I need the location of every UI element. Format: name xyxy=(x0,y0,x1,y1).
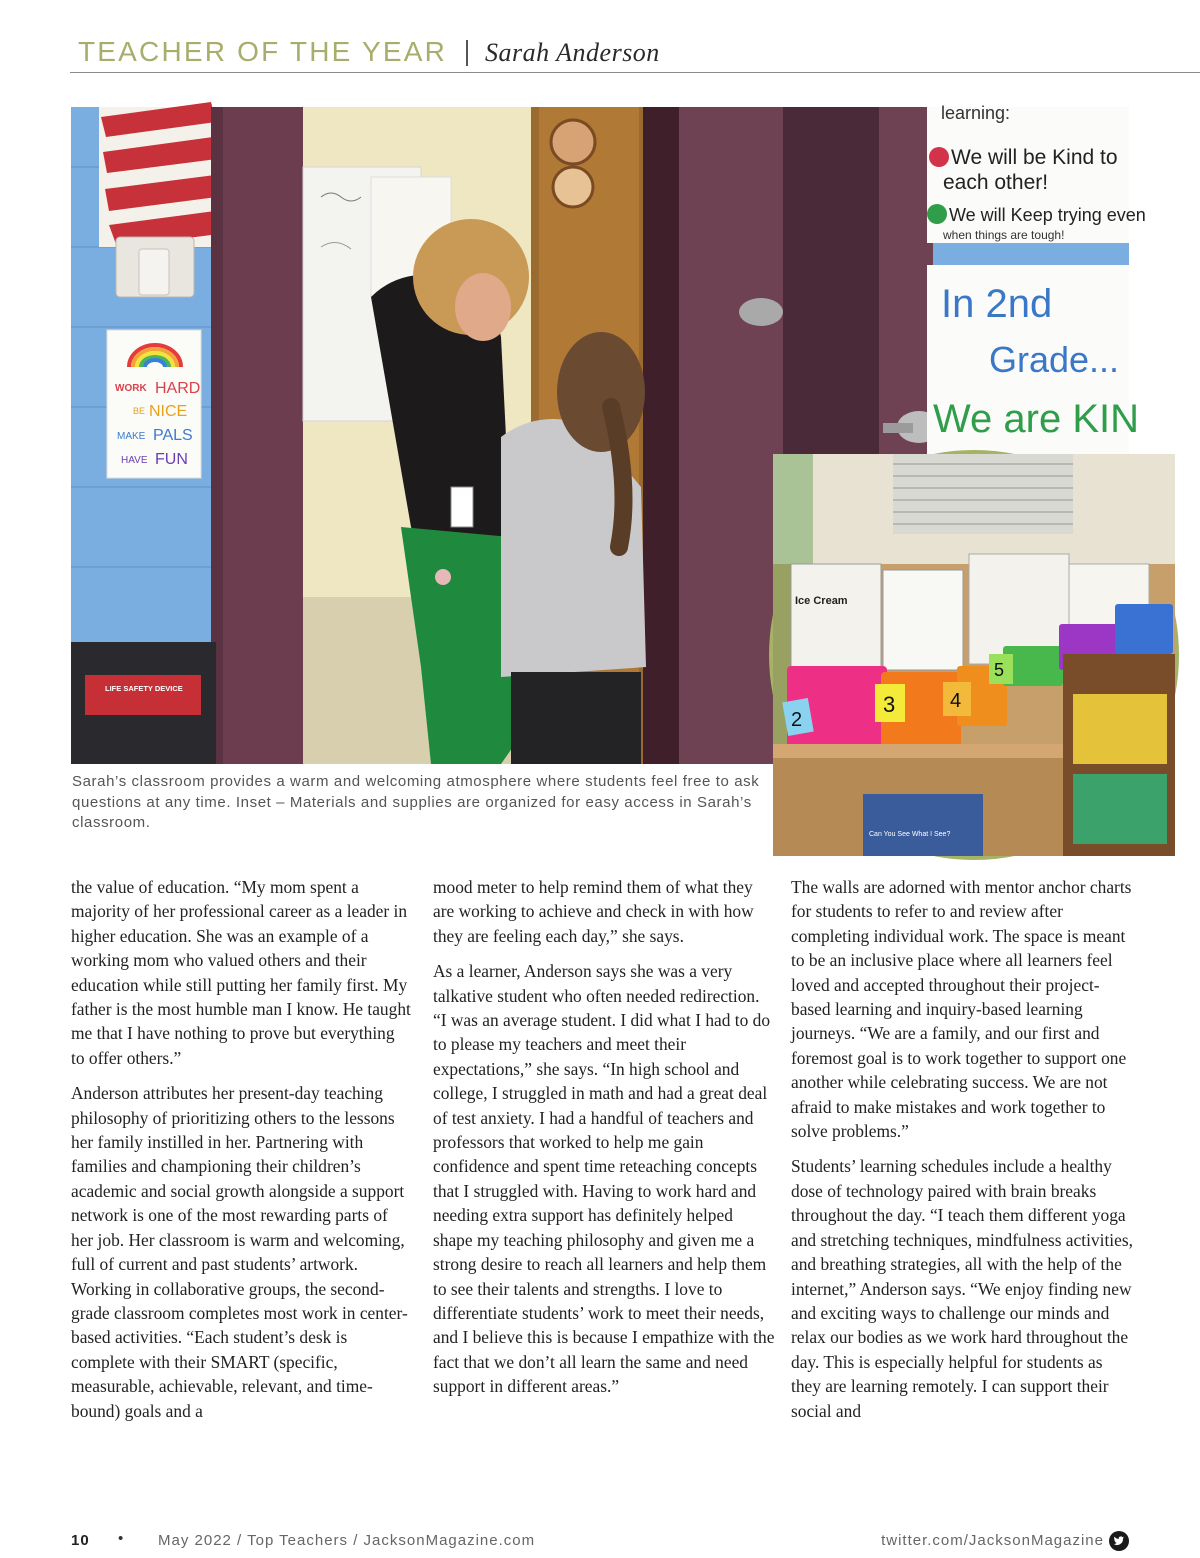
svg-text:We will be Kind to: We will be Kind to xyxy=(951,146,1118,169)
svg-text:FUN: FUN xyxy=(155,451,188,468)
svg-text:learning:: learning: xyxy=(941,103,1011,123)
svg-text:WORK: WORK xyxy=(115,383,147,394)
page-footer xyxy=(0,1530,1200,1554)
paragraph: Anderson attributes her present-day teaching philosophy of prioritizing others to the lessons her family instilled in her. Partnering with families and championing their children’s academic and social growth alongside a support network is one of the most rewarding parts of her job. Her classroom is warm and welcoming, full of current and past students’ artwork. Working in collaborative groups, the second- grade classroom completes most work in center-based activities. “Each student’s desk is complete with their SMART (specific, measurable, achievable, relevant, and time-bound) goals and a xyxy=(71,1083,408,1421)
bin-label: 4 xyxy=(950,690,962,712)
paragraph: The walls are adorned with mentor anchor charts for students to refer to and review after completing individual work. The space is meant to be an inclusive place where all learners feel loved and accepted throughout their project-based learning and inquiry-based learning journeys. “We are a family, and our first and foremost goal is to work together to support one another while celebrating success. We are not afraid to make mistakes and work together to solve problems.” xyxy=(791,877,1132,1142)
svg-text:We will Keep trying even: We will Keep trying even xyxy=(949,205,1146,225)
paragraph: As a learner, Anderson says she was a very talkative student who often needed redirection. “I was an average student. I did what I had to do to please my teachers and meet their expectations,” she says. “In high school and college, I struggled in math and had a great deal of test anxiety. I had a handful of teachers and professors that worked to help me gain confidence and spent time reteaching concepts that I struggled with. Having to work hard and needing extra support has definitely helped shape my teaching philosophy and given me a strong desire to reach all learners and help them to see their talents and strengths. I love to differentiate students’ work to meet their needs, and I believe this is because I empathize with the fact that we don’t all learn the same and need support in different areas.” xyxy=(433,961,775,1397)
inset-photo xyxy=(769,450,1179,860)
svg-text:when things are tough!: when things are tough! xyxy=(943,228,1065,242)
header-divider xyxy=(466,40,468,66)
svg-text:HAVE: HAVE xyxy=(121,455,148,466)
page-number: 10 xyxy=(71,1532,90,1549)
anchor-chart-kind xyxy=(927,103,1146,243)
article-column-2 xyxy=(433,875,775,1410)
svg-text:NICE: NICE xyxy=(149,403,188,420)
inset-book-title: Can You See What I See? xyxy=(869,831,951,838)
footer-issue-info: May 2022 / Top Teachers / JacksonMagazine.com xyxy=(158,1532,536,1549)
bin-label: 3 xyxy=(883,692,896,717)
svg-text:BE: BE xyxy=(133,406,146,416)
bin-label: 5 xyxy=(994,660,1005,680)
svg-text:Grade...: Grade... xyxy=(989,339,1120,380)
page-header xyxy=(78,34,1200,74)
work-hard-poster xyxy=(107,330,201,478)
twitter-link[interactable]: twitter.com/JacksonMagazine xyxy=(881,1532,1104,1549)
article-column-3 xyxy=(791,875,1136,1434)
twitter-icon[interactable] xyxy=(1109,1531,1129,1551)
paragraph: the value of education. “My mom spent a majority of her professional career as a leader in higher education. She was an example of a working mom who valued others and their education while still putting her family first. My father is the most humble man I know. He taught me that I have nothing to prove but everything to offer others.” xyxy=(71,877,411,1068)
footer-bullet: • xyxy=(118,1530,125,1547)
inset-paper-title: Ice Cream xyxy=(795,595,848,607)
photo-caption: Sarah’s classroom provides a warm and welcoming atmosphere where students feel free to ask questions at any time. Inset – Materials and supplies are organized for easy access in Sarah’s classroom. xyxy=(72,773,760,831)
teacher-name: Sarah Anderson xyxy=(485,38,660,67)
svg-text:MAKE: MAKE xyxy=(117,431,146,442)
bin-label: 2 xyxy=(791,709,803,731)
svg-text:We are KIN: We are KIN xyxy=(933,397,1139,441)
section-kicker: TEACHER OF THE YEAR xyxy=(78,36,448,67)
svg-text:HARD: HARD xyxy=(155,380,201,397)
header-rule xyxy=(70,72,1200,73)
safety-sign-text: LIFE SAFETY DEVICE xyxy=(105,684,183,693)
paragraph: mood meter to help remind them of what they are working to achieve and check in with how they are feeling each day,” she says. xyxy=(433,877,754,946)
svg-text:each other!: each other! xyxy=(943,171,1049,194)
paragraph: Students’ learning schedules include a healthy dose of technology paired with brain breaks throughout the day. “I teach them different yoga and stretching techniques, mindfulness activities, and breathing strategies, all with the help of the internet,” Anderson says. “We enjoy finding new and exciting ways to challenge our minds and relax our bodies as we work hard throughout the day. This is especially helpful for students as they are learning remotely. I can support their social and xyxy=(791,1156,1133,1421)
svg-text:In 2nd: In 2nd xyxy=(941,282,1053,326)
svg-text:PALS: PALS xyxy=(153,427,193,444)
article-column-1 xyxy=(71,875,411,1434)
